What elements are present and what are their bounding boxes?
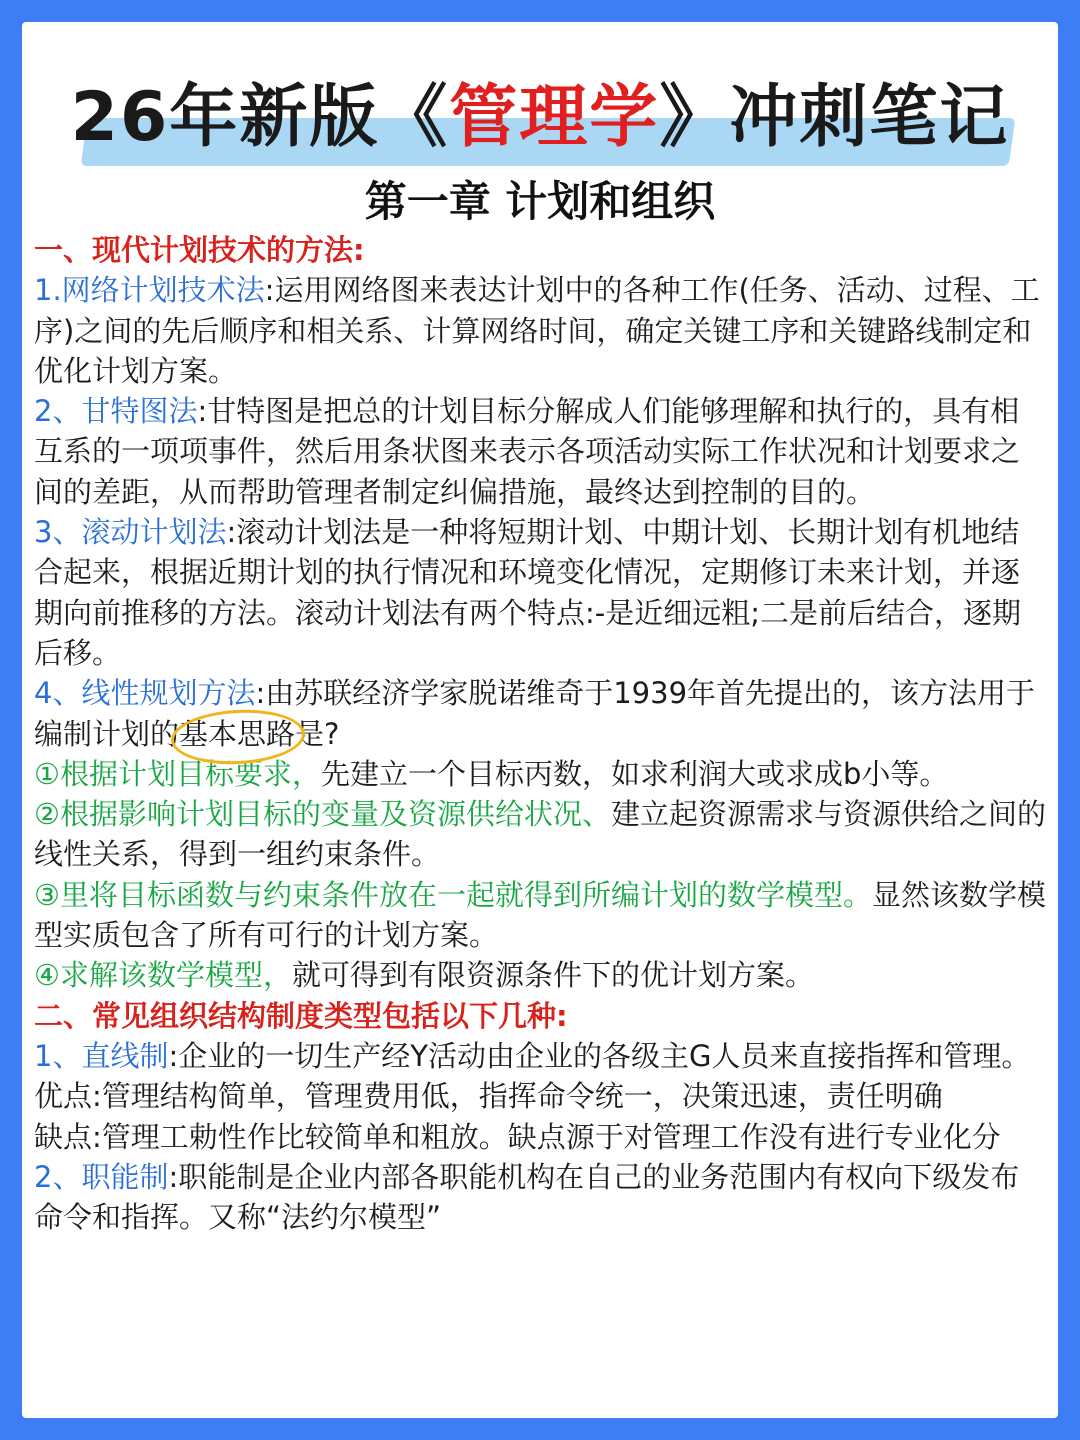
method-gantt: 2、甘特图法:甘特图是把总的计划目标分解成人们能够理解和执行的，具有相互系的一项项事件，然后用条状图来表示各项活动实际工作状况和计划要求之间的差距，从而帮助管理者制定纠偏措施，最终达到控制的目的。 [34, 394, 1021, 509]
method-network-planning: 1.网络计划技术法:运用网络图来表达计划中的各种工作(任务、活动、过程、工序)之间的先后顺序和相关系、计算网络时间，确定关键工序和关键路线制定和优化计划方案。 [34, 273, 1040, 388]
structure-functional: 2、职能制:职能制是企业内部各职能机构在自己的业务范围内有权向下级发布命令和指挥。又称“法约尔模型” [34, 1159, 1020, 1235]
method-label: 1.网络计划技术法 [34, 273, 265, 308]
method-linear-programming: 4、线性规划方法:由苏联经济学家脱诺维奇于1939年首先提出的，该方法用于编制计划的基本思路是? [34, 673, 1046, 754]
section2-heading: 二、常见组织结构制度类型包括以下几种: [34, 998, 568, 1033]
structure-line-cons: 缺点:管理工勅性作比较简单和粗放。缺点源于对管理工作没有进行专业化分 [34, 1119, 1001, 1154]
circled-keyword: 基本思路 [179, 714, 295, 754]
method-label: 3、滚动计划法 [34, 515, 227, 550]
step-3: ③里将目标函数与约束条件放在一起就得到所编计划的数学模型。显然该数学模型实质包含了所有可行的计划方案。 [34, 877, 1047, 953]
page-title: 26年新版《管理学》冲刺笔记 [70, 78, 1010, 157]
section1-heading: 一、现代计划技术的方法: [34, 233, 365, 267]
step-1: ①根据计划目标要求，先建立一个目标丙数，如求利润大或求成b小等。 [34, 756, 949, 791]
method-rolling-plan: 3、滚动计划法:滚动计划法是一种将短期计划、中期计划、长期计划有机地结合起来，根据近期计划的执行情况和环境变化情况，定期修订未来计划，并逐期向前推移的方法。滚动计划法有两个特点:-是近细远粗;二是前后结合，逐期后移。 [34, 515, 1022, 670]
step-4: ④求解该数学模型，就可得到有限资源条件下的优计划方案。 [34, 958, 815, 993]
structure-line: 1、直线制:企业的一切生产经Y活动由企业的各级主G人员来直接指挥和管理。 [34, 1038, 1031, 1073]
structure-label: 1、直线制 [34, 1038, 169, 1073]
note-card [22, 22, 1058, 1418]
method-label: 2、甘特图法 [34, 394, 198, 429]
structure-label: 2、职能制 [34, 1159, 169, 1194]
title-block [62, 62, 1018, 174]
notes-content [34, 230, 1046, 1237]
chapter-heading: 第一章 计划和组织 [364, 177, 716, 226]
title-subject: 管理学 [449, 78, 660, 157]
step-2: ②根据影响计划目标的变量及资源供给状况、建立起资源需求与资源供给之间的线性关系，得到一组约束条件。 [34, 797, 1047, 872]
method-label: 4、线性规划方法 [34, 676, 256, 711]
structure-line-pros: 优点:管理结构简单，管理费用低，指挥命令统一，决策迅速，责任明确 [34, 1079, 943, 1114]
